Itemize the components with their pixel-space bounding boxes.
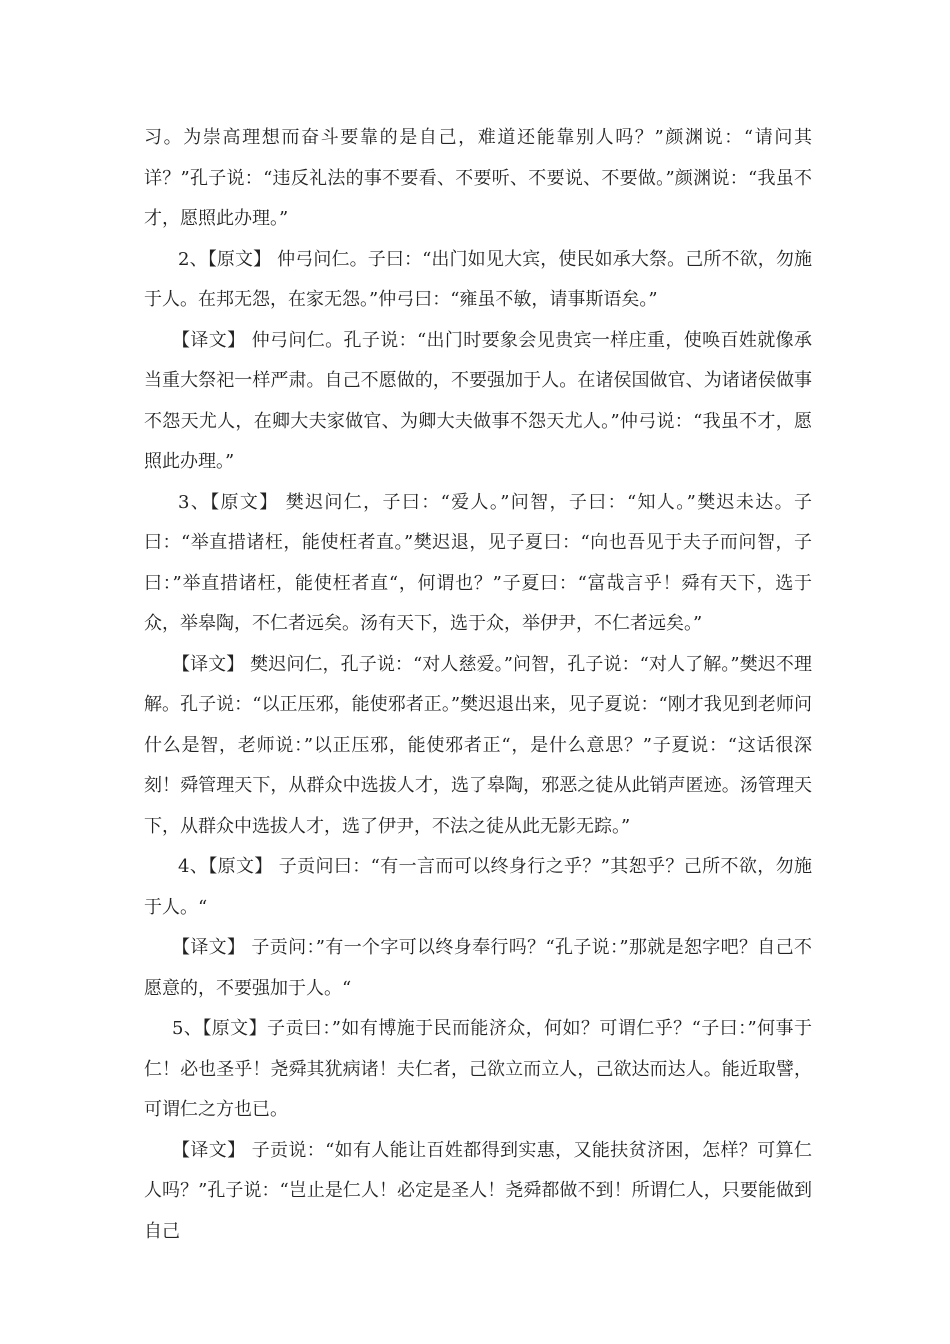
paragraph-original-3: 3、【原文】 樊迟问仁，子曰：“爱人。”问智，子曰：“知人。”樊迟未达。子曰：“举直措诸枉，能使枉者直。”樊迟退，见子夏曰：“向也吾见于夫子而问智，子曰：”举直措诸枉，能使枉者直“，何谓也？”子夏曰：“富哉言乎！舜有天下，选于众，举皋陶，不仁者远矣。汤有天下，选于众，举伊尹，不仁者远矣。”	[144, 491, 812, 634]
paragraph-original-5: 5、【原文】子贡曰：”如有博施于民而能济众，何如？可谓仁乎？“子曰：”何事于仁！必也圣乎！尧舜其犹病诸！夫仁者，己欲立而立人，己欲达而达人。能近取譬，可谓仁之方也已。	[144, 1018, 812, 1120]
paragraph-translation-3: 【译文】 樊迟问仁，孔子说：“对人慈爱。”问智，孔子说：“对人了解。”樊迟不理解。孔子说：“以正压邪，能使邪者正。”樊迟退出来，见子夏说：“刚才我见到老师问什么是智，老师说：”以正压邪，能使邪者正“，是什么意思？”子夏说：“这话很深刻！舜管理天下，从群众中选拔人才，选了皋陶，邪恶之徒从此销声匿迹。汤管理天下，从群众中选拔人才，选了伊尹，不法之徒从此无影无踪。”	[144, 653, 812, 837]
paragraph-translation-4: 【译文】 子贡问：”有一个字可以终身奉行吗？“孔子说：”那就是恕字吧？自己不愿意的，不要强加于人。“	[144, 937, 812, 999]
paragraph-translation-2: 【译文】 仲弓问仁。孔子说：“出门时要象会见贵宾一样庄重，使唤百姓就像承当重大祭祀一样严肃。自己不愿做的，不要强加于人。在诸侯国做官、为诸诸侯做事不怨天尤人，在卿大夫家做官、为卿大夫做事不怨天尤人。”仲弓说：“我虽不才，愿照此办理。”	[144, 329, 812, 472]
paragraph-continuation: 习。为崇高理想而奋斗要靠的是自己，难道还能靠别人吗？”颜渊说：“请问其详？”孔子说：“违反礼法的事不要看、不要听、不要说、不要做。”颜渊说：“我虽不才，愿照此办理。”	[144, 127, 812, 229]
paragraph-original-4: 4、【原文】 子贡问曰：“有一言而可以终身行之乎？”其恕乎？己所不欲，勿施于人。“	[144, 856, 812, 918]
paragraph-original-2: 2、【原文】 仲弓问仁。子曰：“出门如见大宾，使民如承大祭。己所不欲，勿施于人。在邦无怨，在家无怨。”仲弓曰：“雍虽不敏，请事斯语矣。”	[144, 248, 812, 310]
document-body	[144, 118, 812, 1252]
paragraph-translation-5: 【译文】 子贡说：“如有人能让百姓都得到实惠，又能扶贫济困，怎样？可算仁人吗？”孔子说：“岂止是仁人！必定是圣人！尧舜都做不到！所谓仁人，只要能做到自己	[144, 1139, 812, 1242]
